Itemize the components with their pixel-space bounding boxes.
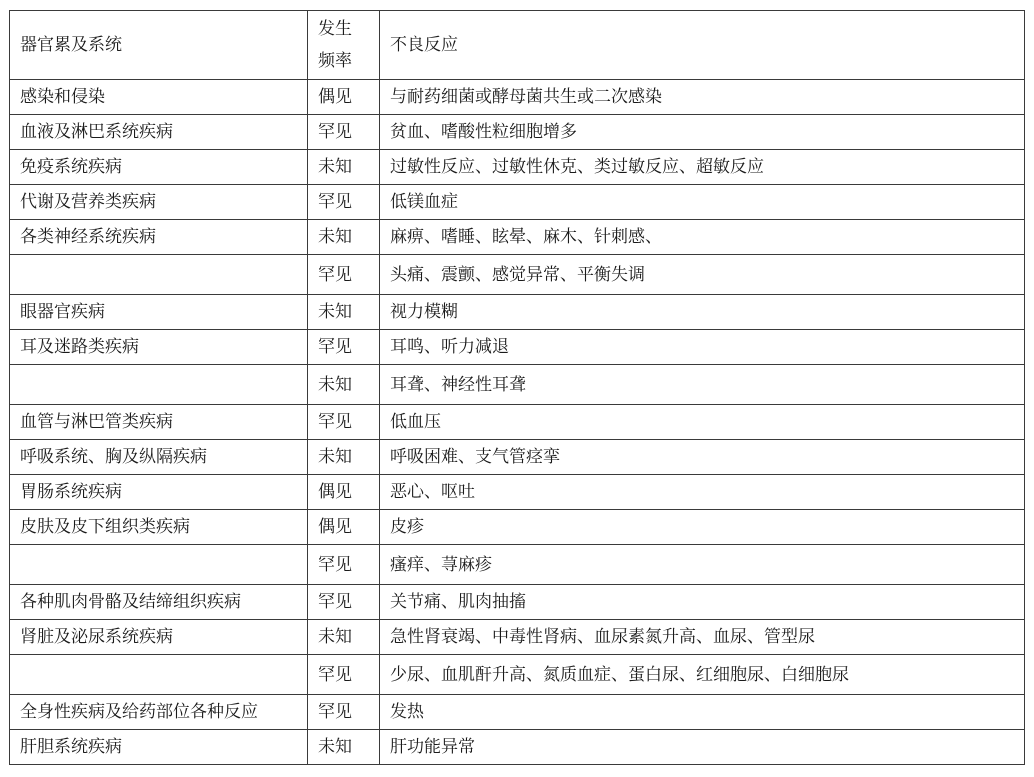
- header-frequency-line2: 频率: [318, 51, 352, 71]
- cell-reaction: 低血压: [380, 405, 1025, 440]
- cell-system: 皮肤及皮下组织类疾病: [10, 510, 308, 545]
- cell-system: 胃肠系统疾病: [10, 475, 308, 510]
- header-system: 器官累及系统: [10, 11, 308, 80]
- table-row: [10, 405, 1025, 440]
- cell-system: [10, 365, 308, 405]
- cell-system: 耳及迷路类疾病: [10, 330, 308, 365]
- cell-frequency: 未知: [308, 620, 380, 655]
- table-row: [10, 295, 1025, 330]
- cell-frequency: 罕见: [308, 115, 380, 150]
- table-row: [10, 255, 1025, 295]
- table-row: [10, 730, 1025, 765]
- cell-system: 免疫系统疾病: [10, 150, 308, 185]
- cell-reaction: 发热: [380, 695, 1025, 730]
- table-row: [10, 150, 1025, 185]
- cell-frequency: 罕见: [308, 545, 380, 585]
- cell-reaction: 头痛、震颤、感觉异常、平衡失调: [380, 255, 1025, 295]
- cell-system: 血管与淋巴管类疾病: [10, 405, 308, 440]
- table-row: [10, 365, 1025, 405]
- table-body: [10, 11, 1025, 765]
- cell-reaction: 麻痹、嗜睡、眩晕、麻木、针刺感、: [380, 220, 1025, 255]
- table-row: [10, 330, 1025, 365]
- table-row: [10, 510, 1025, 545]
- cell-reaction: 耳聋、神经性耳聋: [380, 365, 1025, 405]
- cell-frequency: 未知: [308, 220, 380, 255]
- cell-system: 眼器官疾病: [10, 295, 308, 330]
- cell-reaction: 肝功能异常: [380, 730, 1025, 765]
- cell-frequency: 未知: [308, 150, 380, 185]
- cell-system: [10, 545, 308, 585]
- cell-system: [10, 255, 308, 295]
- cell-system: 代谢及营养类疾病: [10, 185, 308, 220]
- table-header-row: [10, 11, 1025, 80]
- cell-frequency: 偶见: [308, 80, 380, 115]
- cell-system: 肝胆系统疾病: [10, 730, 308, 765]
- table-row: [10, 115, 1025, 150]
- cell-reaction: 贫血、嗜酸性粒细胞增多: [380, 115, 1025, 150]
- cell-reaction: 呼吸困难、支气管痉挛: [380, 440, 1025, 475]
- cell-frequency: 罕见: [308, 255, 380, 295]
- cell-frequency: 罕见: [308, 405, 380, 440]
- table-row: [10, 475, 1025, 510]
- cell-reaction: 视力模糊: [380, 295, 1025, 330]
- cell-frequency: 罕见: [308, 655, 380, 695]
- cell-reaction: 低镁血症: [380, 185, 1025, 220]
- table-row: [10, 585, 1025, 620]
- table-row: [10, 620, 1025, 655]
- cell-frequency: 未知: [308, 730, 380, 765]
- adverse-reaction-table: [9, 10, 1025, 765]
- cell-system: 肾脏及泌尿系统疾病: [10, 620, 308, 655]
- table-row: [10, 220, 1025, 255]
- cell-system: 各类神经系统疾病: [10, 220, 308, 255]
- cell-frequency: 罕见: [308, 185, 380, 220]
- table-row: [10, 440, 1025, 475]
- cell-system: 呼吸系统、胸及纵隔疾病: [10, 440, 308, 475]
- cell-frequency: 偶见: [308, 510, 380, 545]
- header-reaction: 不良反应: [380, 11, 1025, 80]
- table-row: [10, 655, 1025, 695]
- cell-reaction: 皮疹: [380, 510, 1025, 545]
- header-frequency-line1: 发生: [318, 19, 352, 39]
- cell-reaction: 恶心、呕吐: [380, 475, 1025, 510]
- cell-reaction: 耳鸣、听力减退: [380, 330, 1025, 365]
- table-row: [10, 545, 1025, 585]
- table-row: [10, 185, 1025, 220]
- cell-reaction: 过敏性反应、过敏性休克、类过敏反应、超敏反应: [380, 150, 1025, 185]
- header-frequency: [308, 11, 380, 80]
- cell-reaction: 少尿、血肌酐升高、氮质血症、蛋白尿、红细胞尿、白细胞尿: [380, 655, 1025, 695]
- cell-frequency: 偶见: [308, 475, 380, 510]
- table-row: [10, 695, 1025, 730]
- cell-reaction: 瘙痒、荨麻疹: [380, 545, 1025, 585]
- cell-frequency: 未知: [308, 440, 380, 475]
- cell-reaction: 关节痛、肌肉抽搐: [380, 585, 1025, 620]
- cell-reaction: 与耐药细菌或酵母菌共生或二次感染: [380, 80, 1025, 115]
- cell-frequency: 罕见: [308, 695, 380, 730]
- cell-system: 全身性疾病及给药部位各种反应: [10, 695, 308, 730]
- cell-system: 血液及淋巴系统疾病: [10, 115, 308, 150]
- cell-system: 感染和侵染: [10, 80, 308, 115]
- cell-frequency: 未知: [308, 295, 380, 330]
- table-row: [10, 80, 1025, 115]
- cell-frequency: 罕见: [308, 585, 380, 620]
- cell-system: 各种肌肉骨骼及结缔组织疾病: [10, 585, 308, 620]
- cell-frequency: 罕见: [308, 330, 380, 365]
- cell-system: [10, 655, 308, 695]
- cell-frequency: 未知: [308, 365, 380, 405]
- cell-reaction: 急性肾衰竭、中毒性肾病、血尿素氮升高、血尿、管型尿: [380, 620, 1025, 655]
